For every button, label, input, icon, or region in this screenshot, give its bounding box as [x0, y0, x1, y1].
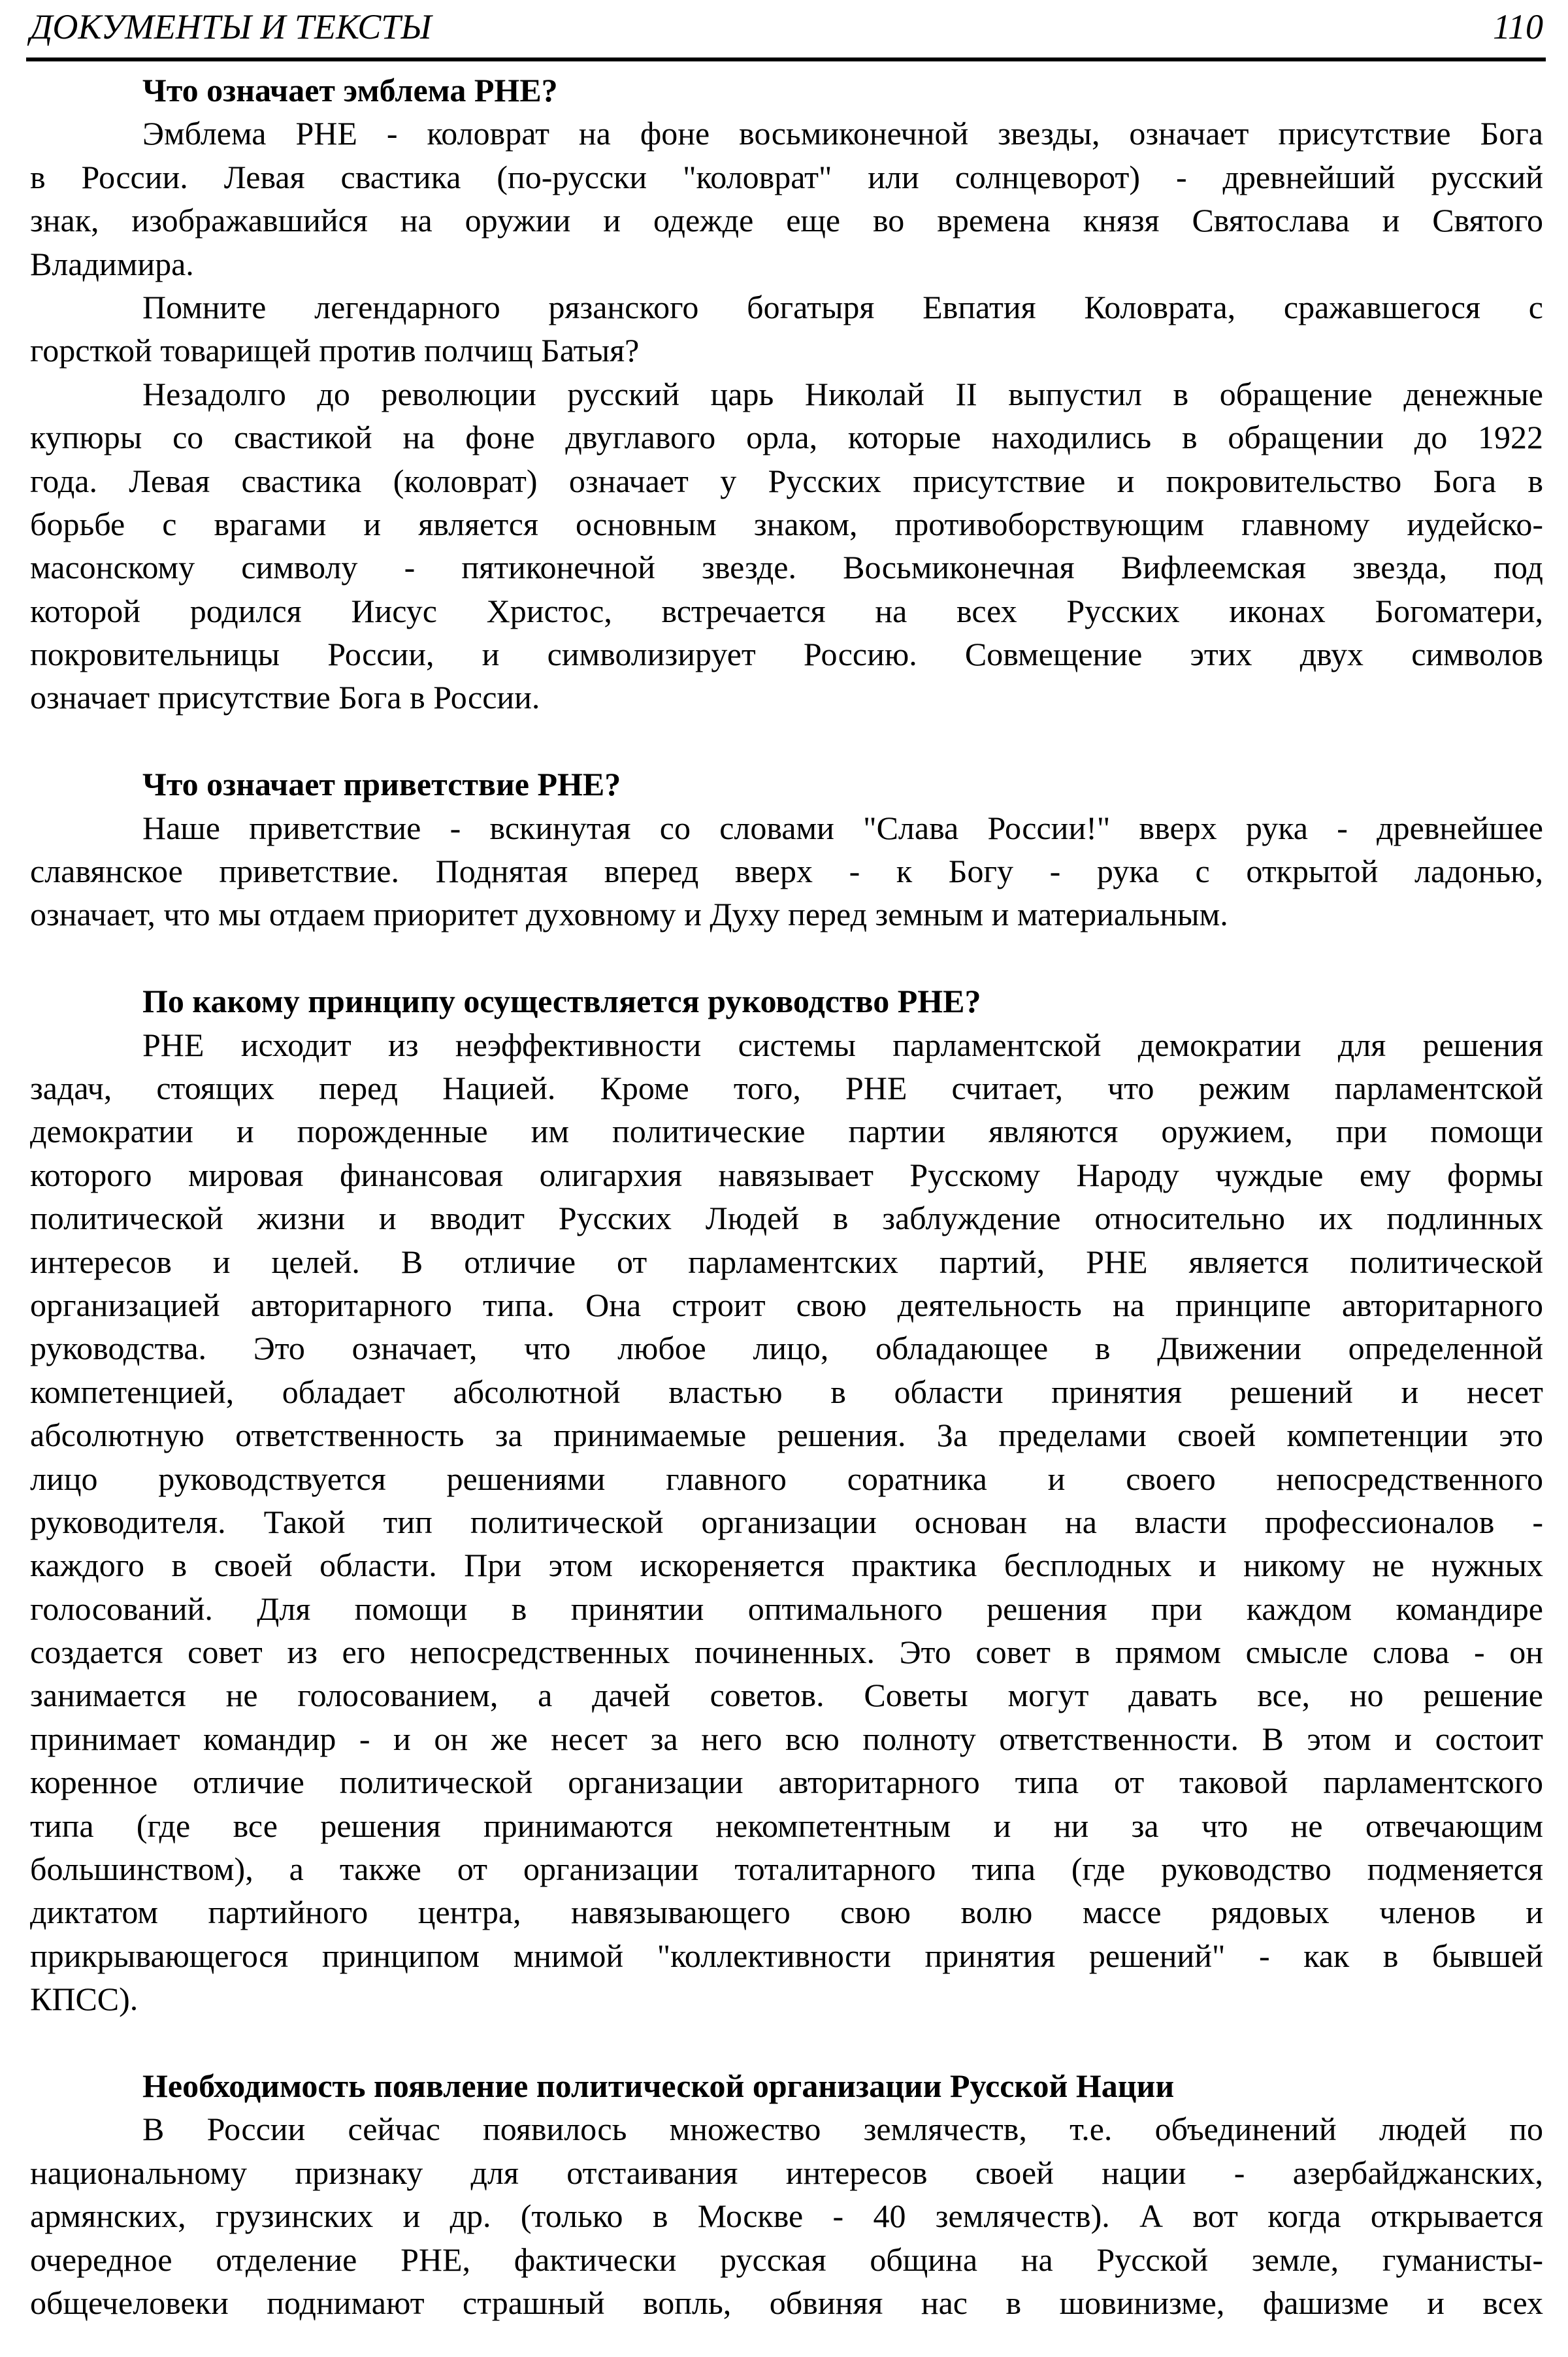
text-line: Незадолго до революции русский царь Николай II выпустил в обращение денежные	[142, 375, 1543, 412]
text-line: типа (где все решения принимаются некомпетентным и ни за что не отвечающим	[30, 1807, 1543, 1844]
text-line: купюры со свастикой на фоне двуглавого орла, которые находились в обращении до 1922	[30, 419, 1543, 456]
paragraph	[30, 2107, 1543, 2324]
text-line: Помните легендарного рязанского богатыря Евпатия Коловрата, сражавшегося с	[142, 288, 1543, 325]
text-line: которой родился Иисус Христос, встречается на всех Русских иконах Богоматери,	[30, 592, 1543, 629]
text-line: которого мировая финансовая олигархия навязывает Русскому Народу чуждые ему формы	[30, 1156, 1543, 1193]
text-line: интересов и целей. В отличие от парламентских партий, РНЕ является политической	[30, 1243, 1543, 1280]
paragraph	[30, 806, 1543, 936]
text-line: диктатом партийного центра, навязывающего свою волю массе рядовых членов и	[30, 1894, 1543, 1931]
text-line: руководства. Это означает, что любое лицо, обладающее в Движении определенной	[30, 1330, 1543, 1367]
paragraph	[30, 372, 1543, 719]
text-line: Владимира.	[30, 245, 194, 282]
text-line: Эмблема РНЕ - коловрат на фоне восьмиконечной звезды, означает присутствие Бога	[142, 115, 1543, 152]
running-header	[30, 5, 1543, 48]
paragraph	[30, 1023, 1543, 2021]
text-line: РНЕ исходит из неэффективности системы парламентской демократии для решения	[142, 1026, 1543, 1063]
text-line: руководителя. Такой тип политической организации основан на власти профессионалов -	[30, 1503, 1543, 1540]
text-line: Наше приветствие - вскинутая со словами "Слава России!" вверх рука - древнейшее	[142, 809, 1543, 846]
section-heading: Необходимость появление политической организации Русской Нации	[142, 2067, 1175, 2104]
text-line: борьбе с врагами и является основным знаком, противоборствующим главному иудейско-	[30, 505, 1543, 542]
page-number: 110	[1493, 7, 1543, 46]
text-line: политической жизни и вводит Русских Людей в заблуждение относительно их подлинных	[30, 1200, 1543, 1237]
text-line: славянское приветствие. Поднятая вперед вверх - к Богу - рука с открытой ладонью,	[30, 853, 1543, 890]
header-rule	[26, 58, 1546, 61]
text-line: общечеловеки поднимают страшный вопль, обвиняя нас в шовинизме, фашизме и всех	[30, 2284, 1543, 2321]
paragraph	[30, 112, 1543, 286]
running-header-title: ДОКУМЕНТЫ И ТЕКСТЫ	[30, 7, 432, 46]
section-heading: Что означает приветствие РНЕ?	[142, 766, 621, 803]
text-line: голосований. Для помощи в принятии оптимального решения при каждом командире	[30, 1590, 1543, 1627]
text-line: знак, изображавшийся на оружии и одежде еще во времена князя Святослава и Святого	[30, 202, 1543, 239]
text-line: принимает командир - и он же несет за него всю полноту ответственности. В этом и состоит	[30, 1720, 1543, 1757]
text-line: организацией авторитарного типа. Она строит свою деятельность на принципе авторитарного	[30, 1286, 1543, 1323]
text-line: года. Левая свастика (коловрат) означает у Русских присутствие и покровительство Бога в	[30, 462, 1543, 499]
text-line: национальному признаку для отстаивания интересов своей нации - азербайджанских,	[30, 2154, 1543, 2191]
text-line: КПСС).	[30, 1981, 139, 2018]
text-line: демократии и порожденные им политические партии являются оружием, при помощи	[30, 1113, 1543, 1150]
section-gap	[30, 719, 1543, 763]
text-line: означает присутствие Бога в России.	[30, 679, 540, 716]
text-line: очередное отделение РНЕ, фактически русская община на Русской земле, гуманисты-	[30, 2241, 1543, 2278]
paragraph	[30, 286, 1543, 372]
text-line: в России. Левая свастика (по-русски "коловрат" или солнцеворот) - древнейший русский	[30, 158, 1543, 195]
text-line: горсткой товарищей против полчищ Батыя?	[30, 332, 640, 369]
text-line: компетенцией, обладает абсолютной властью в области принятия решений и несет	[30, 1373, 1543, 1410]
document-body	[30, 69, 1543, 2324]
text-line: занимается не голосованием, а дачей советов. Советы могут давать все, но решение	[30, 1677, 1543, 1714]
text-line: В России сейчас появилось множество землячеств, т.е. объединений людей по	[142, 2111, 1543, 2148]
text-line: армянских, грузинских и др. (только в Москве - 40 землячеств). А вот когда открывается	[30, 2198, 1543, 2235]
text-line: коренное отличие политической организации авторитарного типа от таковой парламентского	[30, 1764, 1543, 1801]
text-line: лицо руководствуется решениями главного соратника и своего непосредственного	[30, 1460, 1543, 1497]
section-gap	[30, 2021, 1543, 2064]
section-gap	[30, 936, 1543, 980]
text-line: масонскому символу - пятиконечной звезде. Восьмиконечная Вифлеемская звезда, под	[30, 549, 1543, 586]
text-line: покровительницы России, и символизирует Россию. Совмещение этих двух символов	[30, 636, 1543, 673]
text-line: означает, что мы отдаем приоритет духовному и Духу перед земным и материальным.	[30, 896, 1228, 933]
text-line: задач, стоящих перед Нацией. Кроме того, РНЕ считает, что режим парламентской	[30, 1069, 1543, 1106]
text-line: прикрывающегося принципом мнимой "коллективности принятия решений" - как в бывшей	[30, 1937, 1543, 1974]
text-line: каждого в своей области. При этом искореняется практика бесплодных и никому не нужных	[30, 1547, 1543, 1584]
text-line: создается совет из его непосредственных починенных. Это совет в прямом смысле слова - он	[30, 1634, 1543, 1671]
text-line: абсолютную ответственность за принимаемые решения. За пределами своей компетенции это	[30, 1417, 1543, 1454]
text-line: большинством), а также от организации тоталитарного типа (где руководство подменяется	[30, 1851, 1543, 1888]
section-heading: Что означает эмблема РНЕ?	[142, 72, 558, 108]
section-heading: По какому принципу осуществляется руководство РНЕ?	[142, 983, 981, 1020]
